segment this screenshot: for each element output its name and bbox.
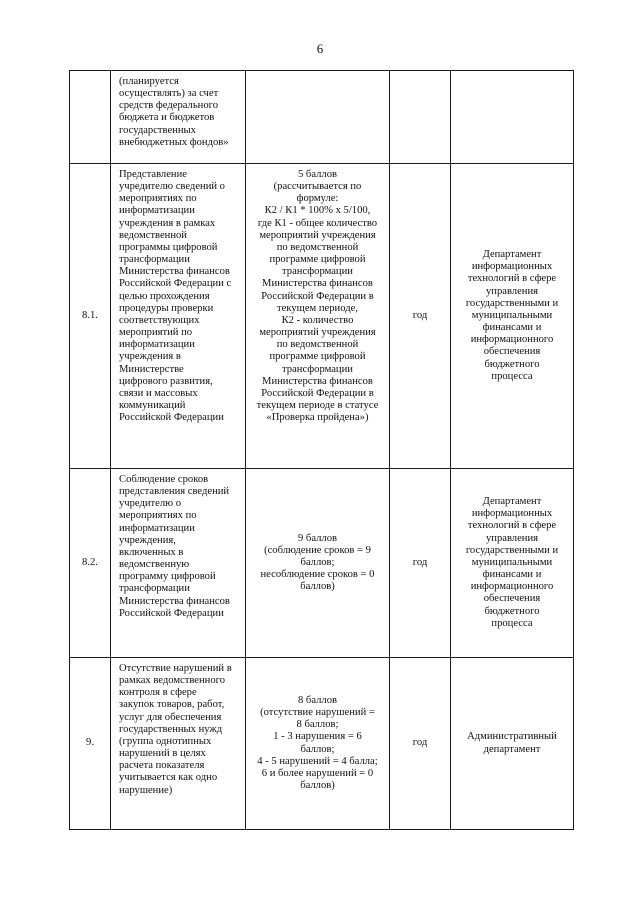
responsible-department-cell: Административный департамент	[451, 658, 574, 830]
responsible-department-cell: Департамент информационных технологий в сфере управления государственными и муниципальными финансами и информационного обеспечения бюджетного процесса	[451, 469, 574, 658]
indicator-description-cell: Представление учредителю сведений о мероприятиях по информатизации учреждения в рамках ведомственной программы цифровой трансформации Министерства финансов Российской Федерации с целью прохождения процедуры проверки соответствующих мероприятий по информатизации учреждения в Министерстве цифрового развития, связи и массовых коммуникаций Российской Федерации	[111, 164, 246, 469]
table-row	[70, 164, 574, 469]
period-cell	[390, 71, 451, 164]
score-cell	[246, 71, 390, 164]
score-cell: 8 баллов (отсутствие нарушений = 8 баллов; 1 - 3 нарушения = 6 баллов; 4 - 5 нарушений = 4 балла; 6 и более нарушений = 0 баллов)	[246, 658, 390, 830]
period-cell: год	[390, 469, 451, 658]
indicator-description-cell: (планируется осуществлять) за счет средств федерального бюджета и бюджетов государственных внебюджетных фондов»	[111, 71, 246, 164]
period-cell: год	[390, 164, 451, 469]
table-row	[70, 469, 574, 658]
row-number-cell: 9.	[70, 658, 111, 830]
row-number-cell	[70, 71, 111, 164]
period-cell: год	[390, 658, 451, 830]
table-row	[70, 71, 574, 164]
score-cell: 9 баллов (соблюдение сроков = 9 баллов; несоблюдение сроков = 0 баллов)	[246, 469, 390, 658]
responsible-department-cell	[451, 71, 574, 164]
score-cell: 5 баллов (рассчитывается по формуле: К2 / К1 * 100% х 5/100, где К1 - общее количество мероприятий учреждения по ведомственной программе цифровой трансформации Министерства финансов Российской Федерации в текущем периоде, К2 - количество мероприятий учреждения по ведомственной программе цифровой трансформации Министерства финансов Российской Федерации в текущем периоде в статусе «Проверка пройдена»)	[246, 164, 390, 469]
indicator-description-cell: Соблюдение сроков представления сведений учредителю о мероприятиях по информатизации учреждения, включенных в ведомственную программу цифровой трансформации Министерства финансов Российской Федерации	[111, 469, 246, 658]
indicator-description-cell: Отсутствие нарушений в рамках ведомственного контроля в сфере закупок товаров, работ, услуг для обеспечения государственных нужд (группа однотипных нарушений в целях расчета показателя учитывается как одно нарушение)	[111, 658, 246, 830]
row-number-cell: 8.2.	[70, 469, 111, 658]
responsible-department-cell: Департамент информационных технологий в сфере управления государственными и муниципальными финансами и информационного обеспечения бюджетного процесса	[451, 164, 574, 469]
table-row	[70, 658, 574, 830]
row-number-cell: 8.1.	[70, 164, 111, 469]
indicators-table	[69, 70, 574, 830]
page-number: 6	[316, 41, 324, 56]
